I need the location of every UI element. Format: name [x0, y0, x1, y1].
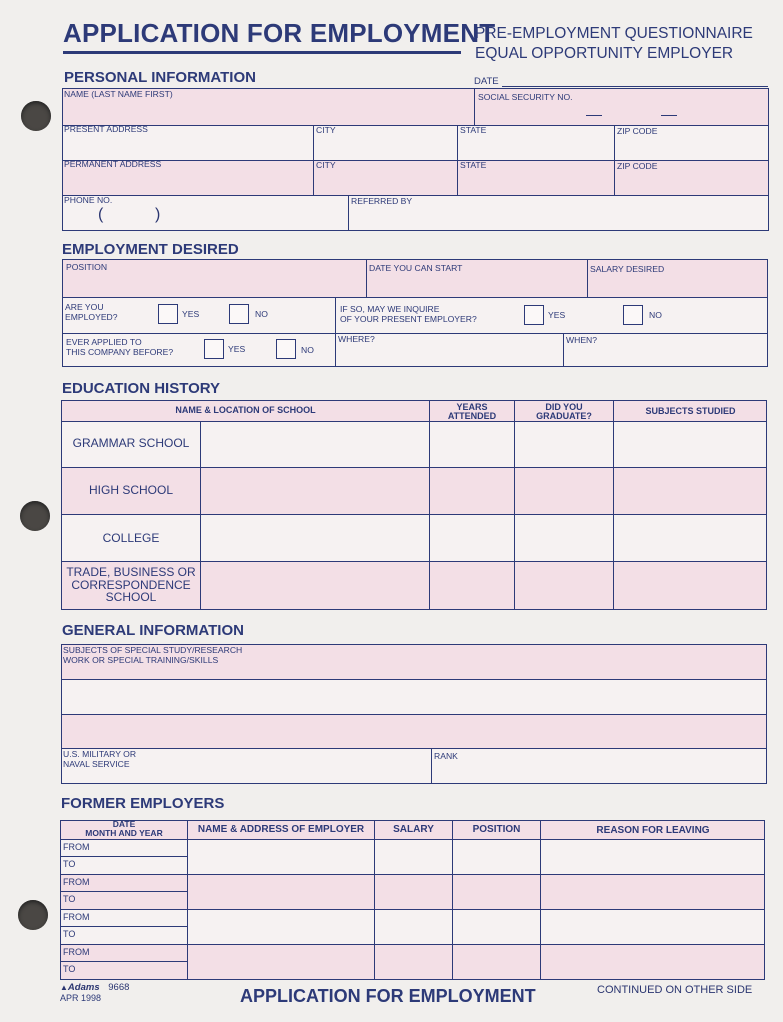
to-label: TO — [63, 964, 76, 974]
section-employment-heading: EMPLOYMENT DESIRED — [62, 241, 239, 258]
section-personal-heading: PERSONAL INFORMATION — [64, 69, 256, 86]
inquire-no-label: NO — [649, 310, 662, 320]
from-label: FROM — [63, 912, 90, 922]
from-label: FROM — [63, 877, 90, 887]
footer-title: APPLICATION FOR EMPLOYMENT — [240, 986, 536, 1006]
to-label: TO — [63, 859, 76, 869]
to-label: TO — [63, 929, 76, 939]
inquire-yes-label: YES — [548, 310, 566, 320]
permanent-zip-field[interactable]: ZIP CODE — [617, 161, 658, 171]
present-address-field[interactable]: PRESENT ADDRESS — [64, 124, 148, 134]
form-title: APPLICATION FOR EMPLOYMENT — [63, 18, 496, 48]
section-former-heading: FORMER EMPLOYERS — [61, 795, 225, 812]
applied-yes-checkbox[interactable] — [204, 339, 224, 359]
date-label: DATE — [474, 76, 499, 87]
present-city-field[interactable]: CITY — [316, 125, 336, 135]
phone-paren-open: ( — [98, 206, 104, 223]
present-zip-field[interactable]: ZIP CODE — [617, 126, 658, 136]
inquire-label: IF SO, MAY WE INQUIRE OF YOUR PRESENT EMPLOYER? — [340, 304, 477, 324]
when-field[interactable]: WHEN? — [566, 335, 598, 345]
col-graduated: DID YOU GRADUATE? — [536, 402, 592, 421]
col-date: DATE MONTH AND YEAR — [85, 819, 163, 838]
adams-logo-icon: ▲ — [60, 983, 68, 992]
military-service-field[interactable]: U.S. MILITARY OR NAVAL SERVICE — [63, 749, 137, 769]
name-field[interactable]: NAME (LAST NAME FIRST) — [64, 89, 173, 99]
referred-by-field[interactable]: REFERRED BY — [351, 196, 413, 206]
row-trade-school: TRADE, BUSINESS OR CORRESPONDENCE SCHOOL — [66, 565, 196, 604]
to-label: TO — [63, 894, 76, 904]
row-high-school: HIGH SCHOOL — [88, 483, 173, 497]
employed-no-label: NO — [255, 309, 268, 319]
salary-desired-field[interactable]: SALARY DESIRED — [590, 264, 665, 274]
employed-no-checkbox[interactable] — [229, 304, 249, 324]
from-label: FROM — [63, 842, 90, 852]
binder-hole — [18, 900, 48, 930]
permanent-state-field[interactable]: STATE — [460, 160, 487, 170]
col-position: POSITION — [472, 824, 521, 835]
ssn-field[interactable]: SOCIAL SECURITY NO. — [478, 92, 573, 102]
binder-hole — [21, 101, 51, 131]
continued-note: CONTINUED ON OTHER SIDE — [597, 984, 753, 996]
position-field[interactable]: POSITION — [66, 262, 108, 272]
subtitle-questionnaire: PRE-EMPLOYMENT QUESTIONNAIRE — [475, 25, 753, 42]
phone-field[interactable]: PHONE NO. — [64, 195, 113, 205]
employed-yes-checkbox[interactable] — [158, 304, 178, 324]
section-general-heading: GENERAL INFORMATION — [62, 622, 244, 639]
applied-no-checkbox[interactable] — [276, 339, 296, 359]
permanent-city-field[interactable]: CITY — [316, 160, 336, 170]
row-grammar-school: GRAMMAR SCHOOL — [72, 436, 190, 450]
applied-before-label: EVER APPLIED TO THIS COMPANY BEFORE? — [66, 337, 174, 357]
inquire-no-checkbox[interactable] — [623, 305, 643, 325]
where-field[interactable]: WHERE? — [338, 334, 375, 344]
inquire-yes-checkbox[interactable] — [524, 305, 544, 325]
phone-paren-close: ) — [155, 206, 161, 223]
col-school-name: NAME & LOCATION OF SCHOOL — [175, 405, 316, 415]
col-subjects-studied: SUBJECTS STUDIED — [645, 406, 736, 416]
date-line[interactable] — [502, 86, 768, 87]
are-you-employed-label: ARE YOU EMPLOYED? — [65, 302, 118, 322]
subtitle-eoe: EQUAL OPPORTUNITY EMPLOYER — [475, 45, 734, 62]
binder-hole — [20, 501, 50, 531]
title-underline — [63, 51, 461, 54]
section-education-heading: EDUCATION HISTORY — [62, 380, 221, 397]
applied-no-label: NO — [301, 345, 314, 355]
col-employer-name: NAME & ADDRESS OF EMPLOYER — [197, 824, 365, 835]
rank-field[interactable]: RANK — [434, 751, 458, 761]
from-label: FROM — [63, 947, 90, 957]
form-number: 9668 — [108, 982, 130, 993]
employed-yes-label: YES — [182, 309, 200, 319]
col-reason-leaving: REASON FOR LEAVING — [596, 825, 710, 836]
start-date-field[interactable]: DATE YOU CAN START — [369, 263, 463, 273]
permanent-address-field[interactable]: PERMANENT ADDRESS — [64, 159, 162, 169]
col-years-attended: YEARS ATTENDED — [447, 402, 497, 421]
publisher-mark — [60, 982, 129, 993]
row-college: COLLEGE — [102, 531, 160, 545]
form-date: APR 1998 — [60, 993, 102, 1003]
special-study-field[interactable]: SUBJECTS OF SPECIAL STUDY/RESEARCH WORK OR SPECIAL TRAINING/SKILLS — [63, 645, 243, 665]
applied-yes-label: YES — [228, 344, 246, 354]
col-salary: SALARY — [393, 824, 434, 835]
brand-name: Adams — [67, 982, 100, 993]
present-state-field[interactable]: STATE — [460, 125, 487, 135]
